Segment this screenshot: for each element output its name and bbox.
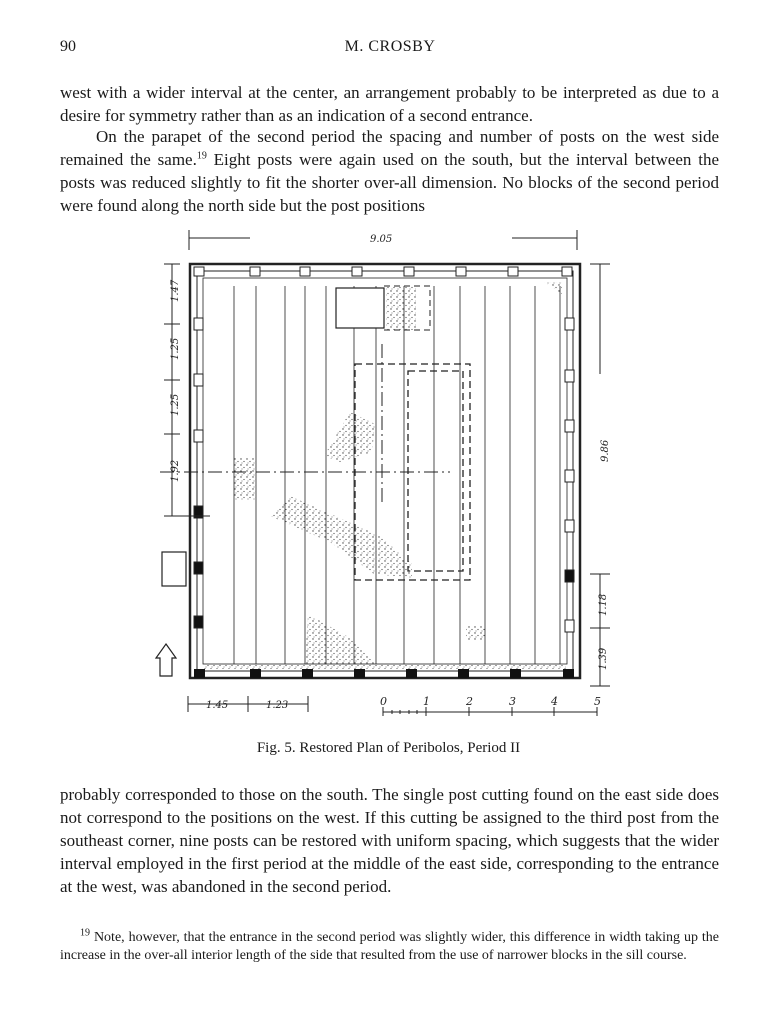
entrance-block (162, 552, 186, 586)
scale-label-3: 3 (509, 695, 516, 708)
footnote-ref-19[interactable]: 19 (196, 150, 207, 162)
dim-bottom-2: 1.23 (266, 700, 289, 711)
right-dimension-chain (590, 264, 610, 686)
footnote-19 (60, 929, 719, 965)
dim-left-3: 1.25 (170, 393, 181, 416)
north-arrow-icon (156, 644, 176, 676)
dim-left-2: 1.25 (170, 337, 181, 360)
scale-label-1: 1 (423, 695, 430, 708)
dim-left-1: 1.47 (170, 279, 181, 302)
scale-label-2: 2 (466, 695, 473, 708)
floor-slab-lines (234, 286, 560, 664)
dim-left-4: 1.92 (170, 459, 181, 482)
scale-bar (383, 707, 597, 716)
figure-caption: Fig. 5. Restored Plan of Peribolos, Period II (256, 740, 521, 756)
plan-drawing (150, 224, 630, 724)
dim-right-1: 1.18 (598, 593, 609, 616)
running-head: M. CROSBY (344, 38, 436, 55)
north-block (336, 288, 384, 328)
scale-label-0: 0 (380, 695, 387, 708)
dim-top-width: 9.05 (370, 234, 393, 245)
paragraph-2 (60, 125, 719, 217)
dim-right-2: 1.39 (598, 647, 609, 670)
paragraph-3: probably corresponded to those on the south. The single post cutting found on the east side does not correspond to the positions on the west. If this cutting be assigned to the third post from the southeast corner, nine posts can be restored with uniform spacing, which suggests that the wider interval employed in the first period at the middle of the east side, corresponding to the entrance at the west, was abandoned in the second period. (60, 785, 719, 896)
scale-label-5: 5 (594, 695, 601, 708)
dim-right-length: 9.86 (600, 439, 611, 462)
footnote-text: Note, however, that the entrance in the second period was slightly wider, this difference in width taking up the increase in the over-all interior length of the side that resulted from the use of narrower blocks in the sill course. (60, 930, 719, 963)
scale-label-4: 4 (551, 695, 558, 708)
dim-bottom-1: 1.45 (206, 700, 229, 711)
footnote-number: 19 (80, 927, 90, 939)
west-posts (194, 318, 203, 628)
paragraph-2-text-a: On the parapet of the second period the spacing and number of posts on the west side remained the same. (60, 127, 719, 169)
south-posts (194, 669, 574, 678)
paragraph-1: west with a wider interval at the center, an arrangement probably to be interpreted as due to a desire for symmetry rather than as an indication of a second entrance. (60, 83, 719, 125)
page-header (60, 38, 720, 62)
stippled-areas (204, 282, 566, 669)
figure-5-plan (150, 224, 630, 724)
page-number: 90 (60, 38, 76, 55)
paragraph-2-text-b: Eight posts were again used on the south, but the interval between the posts was reduced slightly to fit the shorter over-all dimension. No blocks of the second period were found along the north side but the post positions (60, 150, 719, 215)
